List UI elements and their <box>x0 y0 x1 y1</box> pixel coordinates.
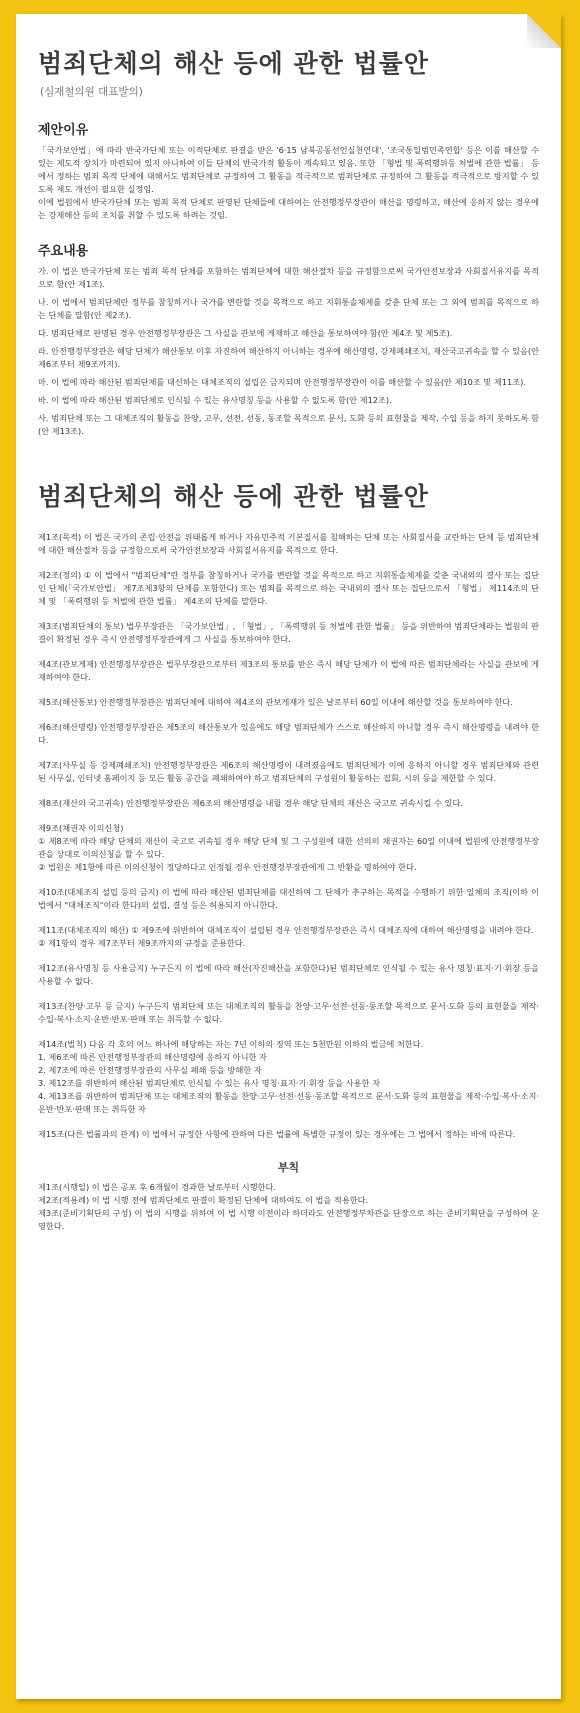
addendum-heading: 부칙 <box>277 1161 300 1174</box>
list-item: 바. 이 법에 따라 해산된 범죄단체로 인식될 수 있는 유사명칭 등을 사용할 수 없도록 함(안 제12조). <box>38 395 392 405</box>
article-text: 제11조(대체조직의 해산) ① 제9조에 위반하여 대체조직이 설립된 경우 안전행정부장관은 즉시 대체조직에 대하여 해산명령을 내려야 한다. <box>38 925 534 935</box>
document-paper <box>16 14 561 1699</box>
list-item: 나. 이 법에서 범죄단체란 정부를 참칭하거나 국가를 변란할 것을 목적으로 하고 지휘통솔체제를 갖춘 단체 또는 그 외에 범죄를 목적으로 하는 단체를 말함(안 제2조). <box>38 297 539 320</box>
article-text: 제13조(찬양·고무 등 금지) 누구든지 범죄단체 또는 대체조직의 활동을 찬양·고무·선전·선동·동조할 목적으로 문서·도화 등의 표현물을 제작·수입·복사·소지·운반·반포·판매 또는 취득할 수 없다. <box>38 1001 539 1024</box>
article-clause: ① 제8조에 따라 해당 단체의 재산이 국고로 귀속될 경우 해당 단체 및 그 구성원에 대한 선의의 채권자는 60일 이내에 법원에 안전행정부장관을 상대로 이의신청을 할 수 있다. <box>38 836 539 859</box>
article-text: 제7조(사무실 등 강제폐쇄조치) 안전행정부장관은 제6조의 해산명령이 내려졌음에도 범죄단체가 이에 응하지 아니할 경우 범죄단체와 관련된 사무실, 인터넷 홈페이지 등 모든 활동 공간을 폐쇄하여야 하고 범죄단체의 구성원이 활동하는 집회, 시위 등을 제한할 수 있다. <box>38 760 539 783</box>
article-text: 제3조(범죄단체의 통보) 법무부장관은 「국가보안법」, 「형법」, 「폭력행위 등 처벌에 관한 법률」 등을 위반하여 범죄단체라는 법원의 판결이 확정된 경우 즉시 안전행정부장관에게 그 사실을 통보하여야 한다. <box>38 621 539 644</box>
article-text: 제8조(재산의 국고귀속) 안전행정부장관은 제6조의 해산명령을 내릴 경우 해당 단체의 재산은 국고로 귀속시킬 수 있다. <box>38 798 463 808</box>
list-item: 다. 범죄단체로 판명된 경우 안전행정부장관은 그 사실을 관보에 게재하고 해산을 통보하여야 함(안 제4조 및 제5조). <box>38 328 453 338</box>
law-article <box>38 759 539 785</box>
article-clause: 3. 제12조를 위반하여 해산된 범죄단체로 인식될 수 있는 유사 명칭·표지·기·휘장 등을 사용한 자 <box>38 1078 380 1088</box>
law-article <box>38 962 539 988</box>
article-text: 제5조(해산통보) 안전행정부장관은 범죄단체에 대하여 제4조의 관보게재가 있은 날로부터 60일 이내에 해산할 것을 통보하여야 한다. <box>38 697 513 707</box>
law-article <box>38 1038 539 1116</box>
article-text: 제12조(유사명칭 등 사용금지) 누구든지 이 법에 따라 해산(자진해산을 포함한다)된 범죄단체로 인식될 수 있는 유사 명칭·표지·기·휘장 등을 사용할 수 없다. <box>38 963 539 986</box>
article-text: 제15조(다른 법률과의 관계) 이 법에서 규정한 사항에 관하여 다른 법률에 특별한 규정이 있는 경우에는 그 법에서 정하는 바에 따른다. <box>38 1129 516 1139</box>
law-article <box>38 886 539 912</box>
reason-paragraph: 이에 법원에서 반국가단체 또는 범죄 목적 단체로 판명된 단체들에 대하여는 안전행정부장관이 해산을 명령하고, 해산에 응하지 않는 경우에는 강제해산 등의 조치를 취할 수 있도록 하려는 것임. <box>38 197 539 220</box>
law-article <box>38 924 539 950</box>
law-article <box>38 658 539 684</box>
list-item: 사. 범죄단체 또는 그 대체조직의 활동을 찬양, 고무, 선전, 선동, 동조할 목적으로 문서, 도화 등의 표현물을 제작, 수입 등을 하지 못하도록 함(안 제13조). <box>38 413 539 436</box>
page-title: 범죄단체의 해산 등에 관한 법률안 <box>38 49 429 78</box>
law-article <box>38 620 539 646</box>
reason-paragraph: 「국가보안법」에 따라 반국가단체 또는 이적단체로 판결을 받은 '6·15 남북공동선언실천연대', '조국통일범민족연합' 등은 이를 해산할 수 있는 제도적 장치가 마련되어 있지 아니하여 이들 단체의 반국가적 활동이 계속되고 있음. 또한 「형법 및 폭력행위등 처벌에 관한 법률」 등에서 정하는 범죄 목적 단체에 대해서도 범죄단체로 규정하여 그 활동을 적극적으로 범죄단체로 규정하여 그 활동을 적극적으로 방지할 수 있도록 제도 개선이 필요한 실정임. <box>38 145 539 194</box>
addendum-line: 제2조(적용례) 이 법 시행 전에 범죄단체로 판결이 확정된 단체에 대하여도 이 법을 적용한다. <box>38 1195 369 1205</box>
list-item: 가. 이 법은 반국가단체 또는 범죄 목적 단체를 포함하는 범죄단체에 대한 해산절차 등을 규정함으로써 국가안전보장과 사회질서유지를 목적으로 함(안 제1조). <box>38 266 539 289</box>
law-title: 범죄단체의 해산 등에 관한 법률안 <box>38 482 429 511</box>
article-clause: 4. 제13조를 위반하여 범죄단체 또는 대체조직의 활동을 찬양·고무·선전·선동·동조할 목적으로 문서·도화 등의 표현물을 제작·수입·복사·소지·운반·반포·판매 또는 취득한 자 <box>38 1091 539 1114</box>
reason-body <box>38 144 539 222</box>
law-article <box>38 1000 539 1026</box>
article-text: 제10조(대체조직 설립 등의 금지) 이 법에 따라 해산된 범죄단체를 대신하여 그 단체가 추구하는 목적을 수행하기 위한 일체의 조직(이하 이 법에서 "대체조직"이라 한다)의 설립, 결성 등은 허용되지 아니한다. <box>38 887 539 910</box>
law-article <box>38 531 539 557</box>
law-article <box>38 721 539 747</box>
article-clause: 1. 제6조에 따른 안전행정부장관의 해산명령에 응하지 아니한 자 <box>38 1052 267 1062</box>
law-article <box>38 569 539 608</box>
law-article <box>38 1128 539 1141</box>
article-clause: ② 법원은 제1항에 따른 이의신청이 정당하다고 인정될 경우 안전행정부장관에게 그 반환을 명하여야 한다. <box>38 862 417 872</box>
main-content-list <box>38 265 539 438</box>
article-text: 제1조(목적) 이 법은 국가의 존립·안전을 위태롭게 하거나 자유민주적 기본질서를 침해하는 단체 또는 사회질서를 교란하는 단체 등 범죄단체에 대한 해산절차 등을 규정함으로써 국가안전보장과 사회질서유지를 목적으로 한다. <box>38 532 539 555</box>
law-article <box>38 797 539 810</box>
article-text: 제9조(채권자 이의신청) <box>38 823 124 833</box>
addendum-line: 제3조(준비기획단의 구성) 이 법의 시행을 위하여 이 법 시행 이전이라 하더라도 안전행정부차관을 단장으로 하는 준비기획단을 구성하여 운영한다. <box>38 1208 539 1231</box>
article-clause: 2. 제7조에 따른 안전행정부장관의 사무실 폐쇄 등을 방해한 자 <box>38 1065 262 1075</box>
list-item: 라. 안전행정부장관은 해당 단체가 해산통보 이후 자진하여 해산하지 아니하는 경우에 해산명령, 강제폐쇄조치, 재산국고귀속을 할 수 있음(안 제6조부터 제9조까지). <box>38 346 539 369</box>
proposer-subtitle: (심재철의원 대표발의) <box>40 86 143 98</box>
article-text: 제6조(해산명령) 안전행정부장관은 제5조의 해산통보가 있음에도 해당 범죄단체가 스스로 해산하지 아니할 경우 즉시 해산명령을 내려야 한다. <box>38 722 539 745</box>
article-text: 제4조(관보게재) 안전행정부장관은 법무부장관으로부터 제3조의 통보를 받은 즉시 해당 단체가 이 법에 따른 범죄단체라는 사실을 관보에 게재하여야 한다. <box>38 659 539 682</box>
document-content <box>38 14 539 1233</box>
addendum-line: 제1조(시행일) 이 법은 공포 후 6개월이 경과한 날로부터 시행한다. <box>38 1182 276 1192</box>
law-article <box>38 822 539 874</box>
main-content-heading: 주요내용 <box>38 244 89 259</box>
law-articles <box>38 531 539 1141</box>
reason-heading: 제안이유 <box>38 123 89 138</box>
article-text: 제14조(벌칙) 다음 각 호의 어느 하나에 해당하는 자는 7년 이하의 징역 또는 5천만원 이하의 벌금에 처한다. <box>38 1039 424 1049</box>
law-article <box>38 696 539 709</box>
addendum-body <box>38 1181 539 1233</box>
list-item: 마. 이 법에 따라 해산된 범죄단체를 대신하는 대체조직의 설립은 금지되며 안전행정부장관이 이를 해산할 수 있음(안 제10조 및 제11조). <box>38 377 526 387</box>
article-text: 제2조(정의) ① 이 법에서 "범죄단체"란 정부를 참칭하거나 국가를 변란할 것을 목적으로 하고 지휘통솔체제를 갖춘 국내외의 결사 또는 집단인 단체(「국가보안법」 제7조제3항의 단체를 포함한다) 또는 범죄를 목적으로 하는 국내외의 결사 또는 집단으로서 「형법」 제114조의 단체 및 「폭력행위 등 처벌에 관한 법률」 제4조의 단체를 말한다. <box>38 570 539 606</box>
article-clause: ② 제1항의 경우 제7조부터 제9조까지의 규정을 준용한다. <box>38 938 246 948</box>
